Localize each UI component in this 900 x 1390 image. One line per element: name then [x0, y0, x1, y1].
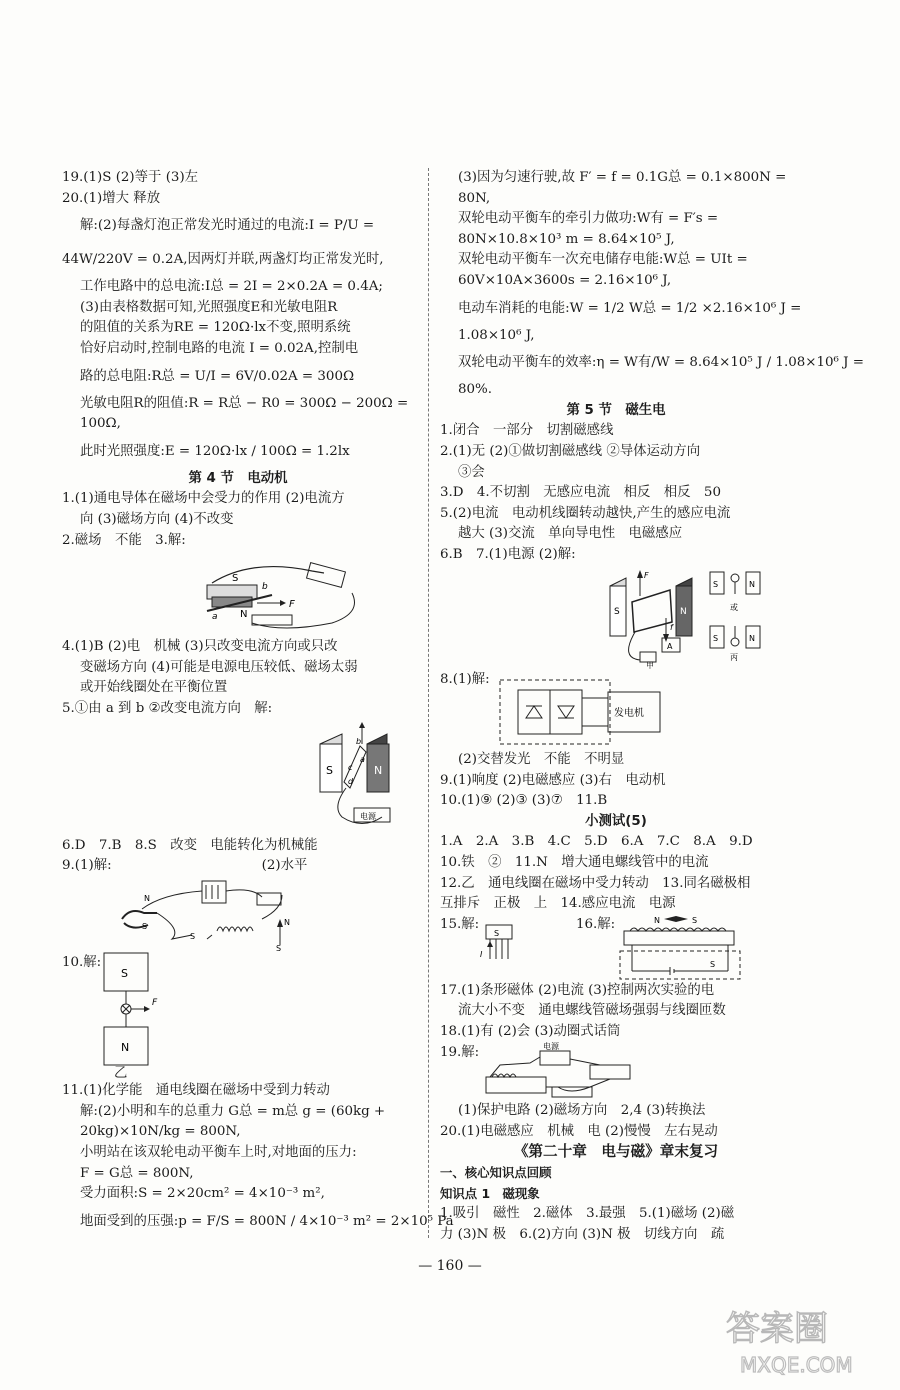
figure-label: F — [644, 570, 649, 580]
column-divider — [428, 168, 429, 1238]
answer-line: 1.A 2.A 3.B 4.C 5.D 6.A 7.C 8.A 9.D — [440, 834, 753, 850]
answer-line: 5.(2)电流 电动机线圈转动越快,产生的感应电流 — [440, 505, 731, 521]
answer-line: 双轮电动平衡车的效率:η = W有/W = 8.64×10⁵ J / 1.08×10⁶ J = — [458, 355, 864, 371]
figure-label: I — [480, 949, 483, 959]
figure-label: a — [360, 754, 365, 764]
induction-figure — [440, 568, 790, 668]
answer-line: 变磁场方向 (4)可能是电源电压较低、磁场太弱 — [80, 659, 358, 675]
answer-line: 11.(1)化学能 通电线圈在磁场中受到力转动 — [62, 1083, 330, 1099]
answer-line: F = G总 = 800N, — [80, 1165, 194, 1181]
answer-line: 1.08×10⁶ J, — [458, 327, 535, 343]
answer-line: 5.①由 a 到 b ②改变电流方向 解: — [62, 700, 273, 716]
figure-label: N — [654, 915, 660, 925]
figure-label: 丙 — [730, 652, 738, 662]
figure-caption: 乙 — [114, 1066, 128, 1082]
right-column — [440, 168, 864, 1245]
answer-line: (3)由表格数据可知,光照强度E和光敏电阻R — [80, 299, 338, 315]
answer-line: 此时光照强度:E = 120Ω·lx / 100Ω = 1.2lx — [80, 443, 350, 459]
figure-label: f — [670, 622, 673, 632]
figure-label: 电源 — [360, 811, 376, 821]
answer-line: 地面受到的压强:p = F/S = 800N / 4×10⁻³ m² = 2×10⁵ Pa — [80, 1213, 454, 1229]
answer-line: 双轮电动平衡车一次充电储存电能:W总 = UIt = — [458, 252, 748, 268]
figure-label: N — [121, 1041, 130, 1055]
answer-line: 1.(1)通电导体在磁场中会受力的作用 (2)电流方 — [62, 491, 345, 507]
answer-line: 6.B 7.(1)电源 (2)解: — [440, 546, 576, 562]
figure-label: S — [190, 931, 196, 941]
watermark-logo — [720, 1300, 890, 1380]
answer-line: 电动车消耗的电能:W = 1/2 W总 = 1/2 ×2.16×10⁶ J = — [458, 300, 802, 316]
answer-line: 越大 (3)交流 单向导电性 电磁感应 — [458, 526, 683, 542]
figure-label: 甲 — [646, 660, 654, 670]
figure-label: S — [494, 928, 500, 938]
motor-experiment-figure — [62, 553, 412, 635]
figure-label: S — [232, 573, 239, 585]
answer-line: 流大小不变 通电螺线管磁场强弱与线圈匝数 — [458, 1003, 726, 1019]
knowledge-point-heading: 知识点 1 磁现象 — [440, 1185, 540, 1201]
answer-line: 解:(2)小明和车的总重力 G总 = m总 g = (60kg + — [80, 1103, 386, 1119]
figure-label: S — [142, 921, 148, 931]
answer-line: 10.解: — [62, 954, 102, 970]
figure-label: b — [262, 582, 268, 593]
figure-label: 电源 — [543, 1042, 559, 1052]
answer-line: 4.(1)B (2)电 机械 (3)只改变电流方向或只改 — [62, 639, 338, 655]
figure-label: S — [710, 959, 716, 969]
figure-label: d — [348, 776, 354, 786]
quiz-heading: 小测试(5) — [585, 813, 647, 829]
answer-line: 80N×10.8×10³ m = 8.64×10⁵ J, — [458, 231, 675, 247]
figure-label: S — [713, 633, 719, 643]
figure-label: S — [692, 915, 698, 925]
figure-label: N — [680, 606, 687, 617]
answer-line: 80%. — [458, 382, 493, 398]
answer-line: 17.(1)条形磁体 (2)电流 (3)控制两次实验的电 — [440, 982, 715, 998]
figure-label: c — [348, 762, 353, 772]
answer-line: 光敏电阻R的阻值:R = R总 − R0 = 300Ω − 200Ω = — [80, 395, 409, 411]
answer-line: 互排斥 正极 上 14.感应电流 电源 — [440, 896, 676, 912]
answer-line: 12.乙 通电线圈在磁场中受力转动 13.同名磁极相 — [440, 875, 751, 891]
chapter-review-heading: 《第二十章 电与磁》章末复习 — [513, 1143, 719, 1161]
answer-line: 工作电路中的总电流:I总 = 2I = 2×0.2A = 0.4A; — [80, 279, 383, 295]
answer-line: 恰好启动时,控制电路的电流 I = 0.02A,控制电 — [80, 340, 359, 356]
answer-line: 向 (3)磁场方向 (4)不改变 — [80, 511, 234, 527]
answer-line: 44W/220V = 0.2A,因两灯并联,两盏灯均正常发光时, — [62, 252, 384, 268]
answer-line: 双轮电动平衡车的牵引力做功:W有 = F′s = — [458, 211, 719, 227]
answer-line — [62, 856, 414, 877]
answer-line: 3.D 4.不切割 无感应电流 相反 相反 50 — [440, 485, 721, 501]
answer-text: 16.解: — [576, 916, 616, 932]
figure-label: A — [667, 641, 673, 651]
figure-label: N — [284, 917, 290, 927]
answer-line: 1.闭合 一部分 切割磁感线 — [440, 423, 614, 439]
answer-text: 15.解: — [440, 916, 480, 932]
answer-line: 18.(1)有 (2)会 (3)动圈式话筒 — [440, 1024, 621, 1040]
answer-line: 20.(1)电磁感应 机械 电 (2)慢慢 左右晃动 — [440, 1123, 718, 1139]
figure-label: N — [374, 763, 383, 777]
figure-label: F — [289, 599, 295, 611]
figure-label: S — [276, 943, 282, 953]
figure-label: S — [326, 763, 333, 777]
answer-line: (2)交替发光 不能 不明显 — [458, 752, 625, 768]
left-column — [62, 168, 454, 1239]
answer-line: (1)保护电路 (2)磁场方向 2,4 (3)转换法 — [458, 1103, 706, 1119]
solenoid-figures — [440, 915, 790, 981]
electromagnet-figure — [440, 1042, 790, 1099]
figure-label: N — [749, 579, 755, 589]
figure-label: b — [356, 736, 362, 746]
figure-label: S — [713, 579, 719, 589]
answer-line: 19.解: — [440, 1044, 480, 1060]
page-number: — 160 — — [418, 1258, 482, 1274]
answer-line: 1.吸引 磁性 2.磁体 3.最强 5.(1)磁场 (2)磁 — [440, 1206, 735, 1222]
answer-line: 的阻值的关系为RE = 120Ω·lx不变,照明系统 — [80, 320, 351, 336]
figure-label: 或 — [730, 602, 738, 612]
coil-compass-figure — [62, 879, 412, 951]
section-heading-4: 第 4 节 电动机 — [188, 470, 288, 486]
magnet-force-figure — [62, 953, 412, 1065]
answer-text: (2)水平 — [261, 858, 308, 874]
answer-line: 力 (3)N 极 6.(2)方向 (3)N 极 切线方向 疏 — [440, 1226, 725, 1242]
review-subheading: 一、核心知识点回顾 — [440, 1165, 552, 1180]
watermark-text: 答案圈 — [726, 1309, 828, 1349]
answer-line: 8.(1)解: — [440, 671, 490, 687]
figure-label: a — [212, 612, 218, 623]
figure-label: F — [152, 998, 158, 1009]
answer-line: (3)因为匀速行驶,故 F′ = f = 0.1G总 = 0.1×800N = — [458, 170, 787, 185]
answer-line: 19.(1)S (2)等于 (3)左 — [62, 170, 199, 185]
answer-line: 60V×10A×3600s = 2.16×10⁶ J, — [458, 272, 672, 288]
figure-label: S — [121, 967, 128, 981]
answer-line: 或开始线圈处在平衡位置 — [80, 680, 228, 696]
watermark-text: MXQE.COM — [740, 1353, 853, 1377]
answer-line: 路的总电阻:R总 = U/I = 6V/0.02A = 300Ω — [80, 368, 355, 384]
section-heading-5: 第 5 节 磁生电 — [566, 402, 666, 418]
answer-text: 9.(1)解: — [62, 858, 112, 874]
answer-line: 80N, — [458, 190, 491, 206]
generator-experiment-figure — [62, 722, 412, 834]
answer-line: 2.磁场 不能 3.解: — [62, 532, 186, 548]
figure-label: N — [240, 609, 248, 621]
answer-line: 10.(1)⑨ (2)③ (3)⑦ 11.B — [440, 793, 608, 809]
generator-label: 发电机 — [614, 708, 644, 720]
answer-line: 受力面积:S = 2×20cm² = 4×10⁻³ m², — [80, 1186, 325, 1202]
figure-row — [440, 915, 792, 981]
answer-line: 6.D 7.B 8.S 改变 电能转化为机械能 — [62, 837, 318, 853]
answer-line: 10.铁 ② 11.N 增大通电螺线管中的电流 — [440, 855, 709, 871]
answer-line: 100Ω, — [80, 416, 121, 432]
answer-line: 解:(2)每盏灯泡正常发光时通过的电流:I = P/U = — [80, 218, 375, 234]
led-generator-figure — [440, 678, 790, 748]
figure-label: N — [749, 633, 755, 643]
figure-label: S — [614, 606, 620, 617]
figure-label: N — [144, 893, 150, 903]
answer-line: 2.(1)无 (2)①做切割磁感线 ②导体运动方向 — [440, 443, 701, 459]
answer-line: ③会 — [458, 464, 485, 480]
answer-line: 小明站在该双轮电动平衡车上时,对地面的压力: — [80, 1145, 357, 1161]
answer-line: 9.(1)响度 (2)电磁感应 (3)右 电动机 — [440, 772, 666, 788]
answer-line: 20.(1)增大 释放 — [62, 190, 161, 206]
answer-line: 20kg)×10N/kg = 800N, — [80, 1124, 241, 1140]
